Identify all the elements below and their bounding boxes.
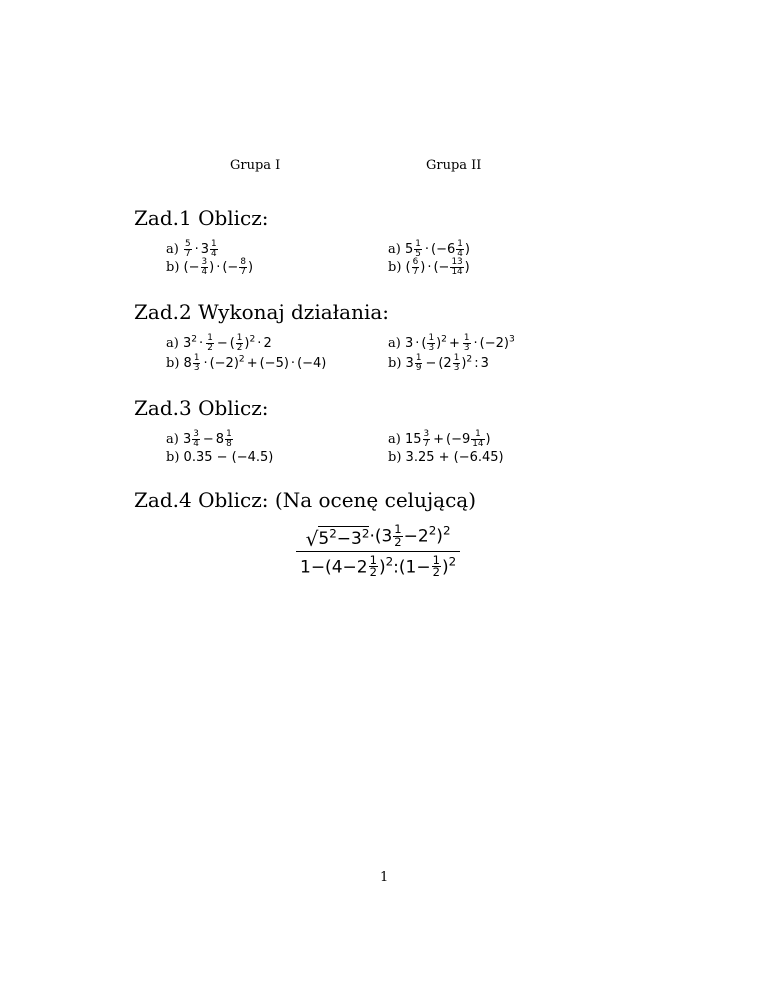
zad1-group2-b: b) ( $\frac{6}{7}$ ) · (− $\frac{13}{14}$ ): [388, 257, 470, 278]
page-number: 1: [380, 870, 389, 885]
sqrt-icon: √: [305, 526, 319, 551]
zad3-group2-b: b) 3.25 + (−6.45): [388, 450, 504, 465]
zad4-denominator: 1−(4−2 $\frac{1}{2}$ )$^2$:(1− $\frac{1}{2}$ )$^2$: [296, 551, 460, 580]
zad4-expression: [296, 524, 460, 579]
group-2-header: Grupa II: [426, 158, 482, 173]
zad2-group2-b: b) 3 $\frac{1}{9}$ − (2 $\frac{1}{3}$ )$^2$ : 3: [388, 353, 489, 374]
fraction: $\frac{5}{7}$: [184, 239, 191, 260]
zad1-heading: Zad.1 Oblicz:: [134, 206, 269, 230]
zad3-group2-a: a) 15 $\frac{3}{7}$ + (−9 $\frac{1}{14}$ ): [388, 429, 491, 450]
zad3-heading: Zad.3 Oblicz:: [134, 396, 269, 420]
zad1-group2-a: a) 5 $\frac{1}{5}$ · (−6 $\frac{1}{4}$ ): [388, 239, 470, 260]
zad1-group1-a: a) $\frac{5}{7}$ · 3 $\frac{1}{4}$: [166, 239, 217, 260]
zad4-numerator: √ $5^2-3^2$ ·(3 $\frac{1}{2}$ $-2^2)^2$: [305, 522, 451, 551]
zad4-heading: Zad.4 Oblicz: (Na ocenę celującą): [134, 488, 476, 512]
zad3-group1-b: b) 0.35 − (−4.5): [166, 450, 274, 465]
zad3-group1-a: a) 3 $\frac{3}{4}$ − 8 $\frac{1}{8}$: [166, 429, 232, 450]
zad2-group1-a: a) $3^2$ · $\frac{1}{2}$ − ( $\frac{1}{2}$ )$^2$ · 2: [166, 333, 272, 354]
group-1-header: Grupa I: [230, 158, 281, 173]
zad1-group1-b: b) (− $\frac{3}{4}$ ) · (− $\frac{8}{7}$ ): [166, 257, 254, 278]
zad2-group1-b: b) 8 $\frac{1}{3}$ · $(-2)^2 + (-5) \cdot (-4)$: [166, 353, 327, 374]
zad2-heading: Zad.2 Wykonaj działania:: [134, 300, 390, 324]
zad2-group2-a: a) 3 · ( $\frac{1}{3}$ )$^2$ + $\frac{1}{3}$ · $(-2)^3$: [388, 333, 515, 354]
